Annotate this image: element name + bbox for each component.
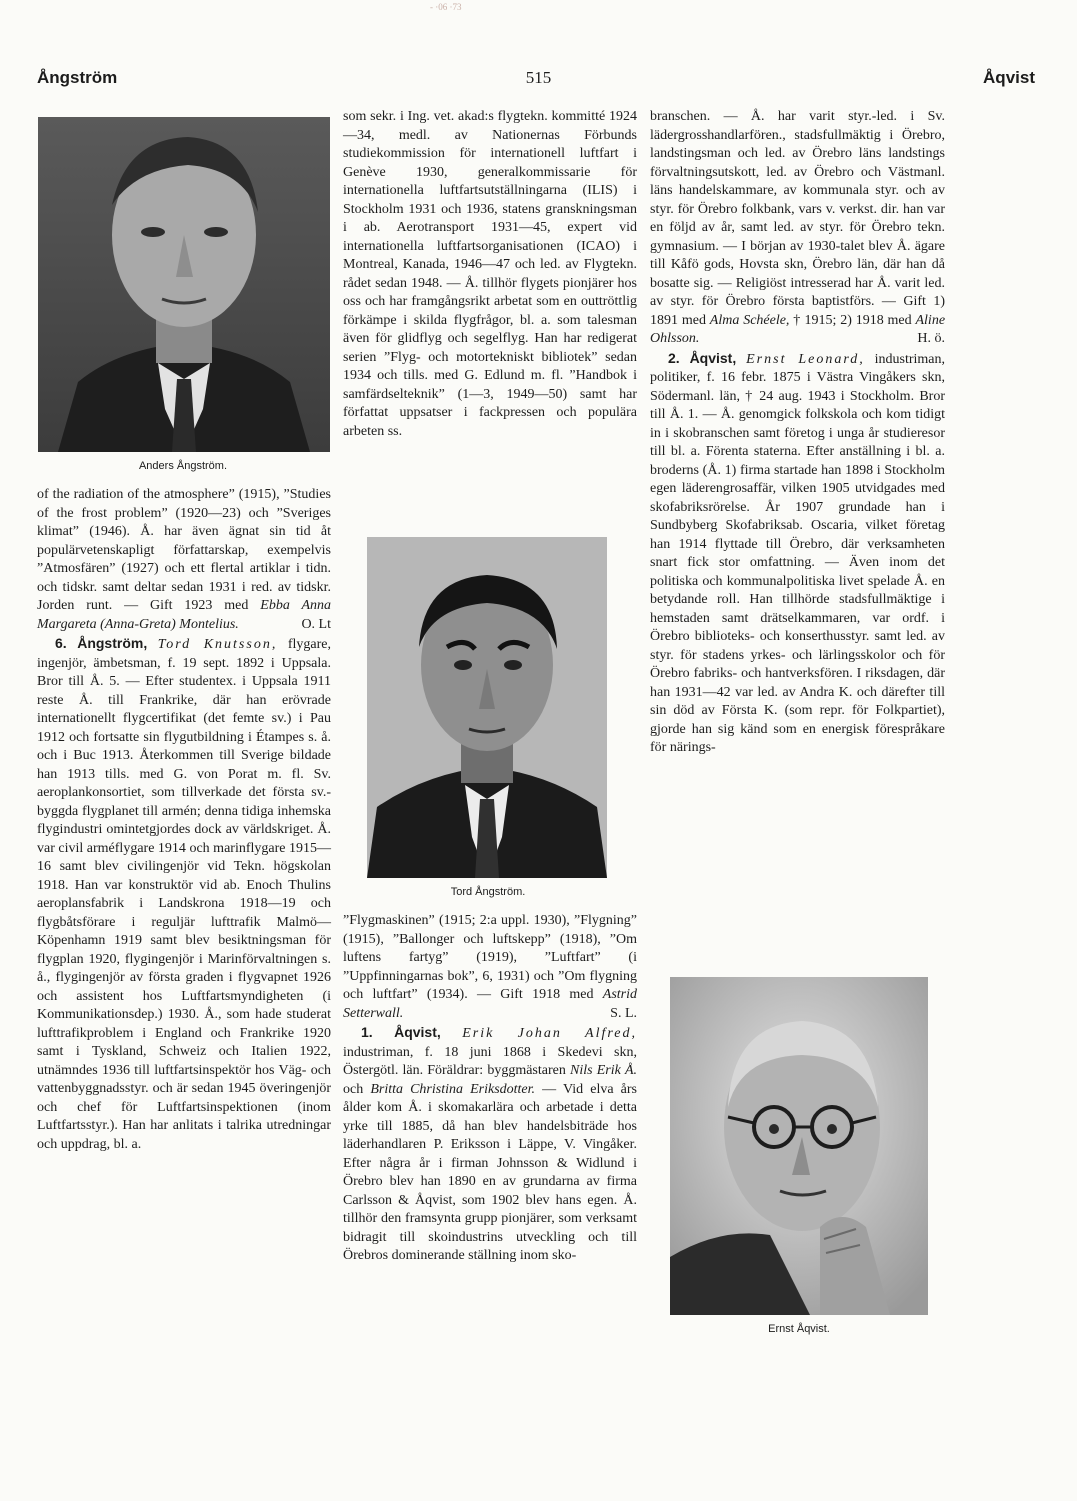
given-names-tord: Tord Knutsson, <box>157 637 278 652</box>
column-2-bottom <box>343 912 637 1266</box>
erik-bio-continued: branschen. — Å. har varit styr.-led. i Sv. lädergrosshandlarfören., stadsfullmäktig i Örebro, landstingsman och led. av Örebro läns landstings förvaltningsutskott, led. av Örebro och Västmanl. läns handelskammare, av kommunala styr. och av styr. för Örebro folkbank, vars v. verkst. dir. han var en följd av år, samt led. av styr. för Örebro tekn. gymnasium. — I början av 1930-talet blev Å. ägare till Kåfö gods, Hovsta skn, Örebro län, där han då bosatte sig. — Religiöst intresserad har Å. varit led. av styr. för Örebro första baptistförs. — Gift 1) 1891 med <box>650 109 945 328</box>
running-head-left: Ångström <box>37 68 118 87</box>
portrait-tord-angstrom <box>367 537 607 878</box>
caption-tord-angstrom: Tord Ångström. <box>450 886 526 898</box>
headword-aqvist-erik: Åqvist, <box>394 1024 441 1040</box>
column-1 <box>37 486 331 1154</box>
given-names-ernst: Ernst Leonard, <box>746 351 865 367</box>
tord-works-continued: ”Flygmaskinen” (1915; 2:a uppl. 1930), ”Flygning” (1915), ”Ballonger och luftskepp” (1918), ”Om luftens fartyg” (1919), ”Luftfart” (i ”Uppfinningarnas bok”, 6, 1931) och ”Om flygning och luftfart” (1934). — Gift 1918 med <box>343 913 637 1002</box>
column-2-top <box>343 108 637 441</box>
page-number: 515 <box>525 68 552 87</box>
corner-mark: - ·06 ·73 <box>430 2 462 12</box>
erik-and: och <box>343 1081 364 1097</box>
signature-h-o: H. ö. <box>917 331 945 346</box>
tord-wife: Astrid Setterwall. <box>343 987 638 1021</box>
portrait-anders-angstrom <box>38 117 330 452</box>
caption-ernst-aqvist: Ernst Åqvist. <box>768 1323 830 1335</box>
caption-anders-angstrom: Anders Ångström. <box>138 460 228 472</box>
ernst-bio: industriman, politiker, f. 16 febr. 1875 i Västra Vingåkers skn, Södermanl. län, † 24 aug. 1943 i Stockholm. Bror till Å. 1. — Å. genomgick folkskola och kom tidigt in i skobranschen samt företog i unga år studieresor till bl. a. Förenta staterna. Efter anställning i bl. a. broderns (Å. 1) firma startade han 1898 i Stockholm egen läderengrosaffär, vilken 1905 utvidgades med skofabriksrörelse. År 1907 grundade han i Sundbyberg Skofabriksab. Oscaria, vilket företag han 1914 flyttade till Örebro, där verksamheten snart fick stor omfattning. — Även inom det politiska och kommunalpolitiska livet spelade Å. en betydande roll. Han tillhörde stadsfullmäktige i hemstaden samt drätselkammaren, var ordf. i Örebro biblioteks- och konserthusstyr. samt led. av styr. för stadens yrkes- och lärlingsskolor och för Örebro fabriks- och hantverksfören. I riksdagen, där han 1931—42 var led. av Andra K. och därefter till sin död av Första K. (som repr. för Folkpartiet), gjorde han sig känd som en energisk förespråkare för närings- <box>650 351 946 755</box>
erik-father: Nils Erik Å. <box>570 1063 638 1078</box>
entry-number-2: 2. <box>668 349 680 366</box>
tord-bio: flygare, ingenjör, ämbetsman, f. 19 sept. 1892 i Uppsala. Bror till Å. 5. — Efter studentex. i Uppsala 1911 reste Å. till Frankrike, där han erövrade internationellt flygcertifikat (det femte sv.) i Pau 1912 och fortsatte sin flygutbildning i Étampes s. å. och i Buc 1913. Återkommen till Sverige bildade han 1913 tills. med G. von Porat m. fl. Sv. aeroplankonsortiet, som tillverkade det första sv.-byggda flygplanet till armén; denna tidiga inhemska flygindustri omintetgjordes dock av världskriget. Å. var civil arméflygare 1914 och marinflygare 1915—16 samt blev civilingenjör vid Tekn. högskolan 1918. Han var konstruktör vid ab. Enoch Thulins aeroplansfabrik i Landskrona 1918—19 och flygbåtsförare i reguljär lufttrafik Malmö—Köpenhamn 1919 samt blev besiktningsman för flygplan 1920, flygingenjör i Marinförvaltningen s. å., flygingenjör av första graden i flygvapnet 1926 och assistent hos Luftfartsmyndigheten (i Kommunikationsdep.) 1930. Å., som hade studerat lufttrafikproblem i England och Frankrike 1920 samt i Tyskland, Schweiz och Italien 1922, utnämndes 1936 till luftfartsinspektör hos Väg- och vattenbyggnadsstyr. och är sedan 1945 överingenjör och chef för Luftfartsinspektionen (inom Luftfartsstyr.). Han har anlitats i talrika utredningar och uppdrag, bl. a. <box>37 637 332 1152</box>
anders-bio-continued: of the radiation of the atmosphere” (1915), ”Studies of the frost problem” (1920—23) och ”Sveriges klimat” (1946). Å. har även ägnat sin tid åt populärvetenskapligt författarskap, exempelvis ”Atmosfären” (1927) och ett flertal artiklar i tidn. och tidskr. samt deltar sedan 1931 i red. av tidskr. Jorden runt. — Gift 1923 med <box>37 487 331 613</box>
signature-o-lt: O. Lt <box>301 616 331 632</box>
erik-mother: Britta Christina Eriksdotter. <box>370 1081 536 1097</box>
anders-wife: Ebba Anna Margareta (Anna-Greta) Montelius. <box>37 598 332 632</box>
erik-bio-part2: — Vid elva års ålder kom Å. i skomakarlära och arbetade i detta yrke till 1885, då han blev handelsbiträde hos läderhandlaren P. Eriksson i Läppe, V. Vingåker. Efter några år i firman Johnsson & Widlund i Örebro blev han 1890 en av grundarna av firma Carlsson & Åqvist, som 1902 blev hans egen. Å. tillhör den framsynta grupp pionjärer, som verksamt bidragit till skoindustrins utveckling och till Örebros dominerande ställning inom sko- <box>343 1081 638 1263</box>
erik-wife-2: Aline Ohlsson. <box>650 312 946 346</box>
erik-marriage-2: † 1915; 2) 1918 med <box>793 312 912 328</box>
portrait-ernst-aqvist <box>670 977 928 1315</box>
headword-aqvist-ernst: Åqvist, <box>689 349 737 366</box>
column-3 <box>650 108 945 758</box>
given-names-erik: Erik Johan Alfred, <box>462 1026 638 1041</box>
running-head-right: Åqvist <box>983 68 1035 87</box>
entry-number-1: 1. <box>361 1024 373 1040</box>
headword-angstrom-tord: Ångström, <box>77 635 148 651</box>
erik-wife-1: Alma Schéele, <box>709 312 790 328</box>
signature-s-l: S. L. <box>610 1005 637 1021</box>
erik-bio-part1: industriman, f. 18 juni 1868 i Skedevi skn, Östergötl. län. Föräldrar: byggmästaren <box>343 1044 637 1078</box>
tord-bio-continued: som sekr. i Ing. vet. akad:s flygtekn. kommitté 1924—34, medl. av Nationernas Förbunds studiekommission för internationell luftfart i Genève 1930, generalkommissarie för internationella luftfartsutställningarna (ILIS) i Stockholm 1931 och 1936, statens granskningsman i ab. Aerotransport 1931—45, expert vid internationella luftfartsorganisationen (ICAO) i Montreal, Kanada, 1946—47 och led. av Flygtekn. rådet sedan 1948. — Å. tillhör flygets pionjärer hos oss och har framgångsrikt arbetat som en outtröttlig förkämpe i skilda flygfrågor, bl. a. som talesman även för glidflyg och segelflyg. Han har redigerat serien ”Flyg- och motortekniskt bibliotek” sedan 1934 och tills. med G. Edlund m. fl. ”Handbok i samfärdselteknik” (1—3, 1949—50) samt har författat uppsatser i fackpressen och populära arbeten ss. <box>343 109 637 439</box>
entry-number-6: 6. <box>55 635 67 651</box>
